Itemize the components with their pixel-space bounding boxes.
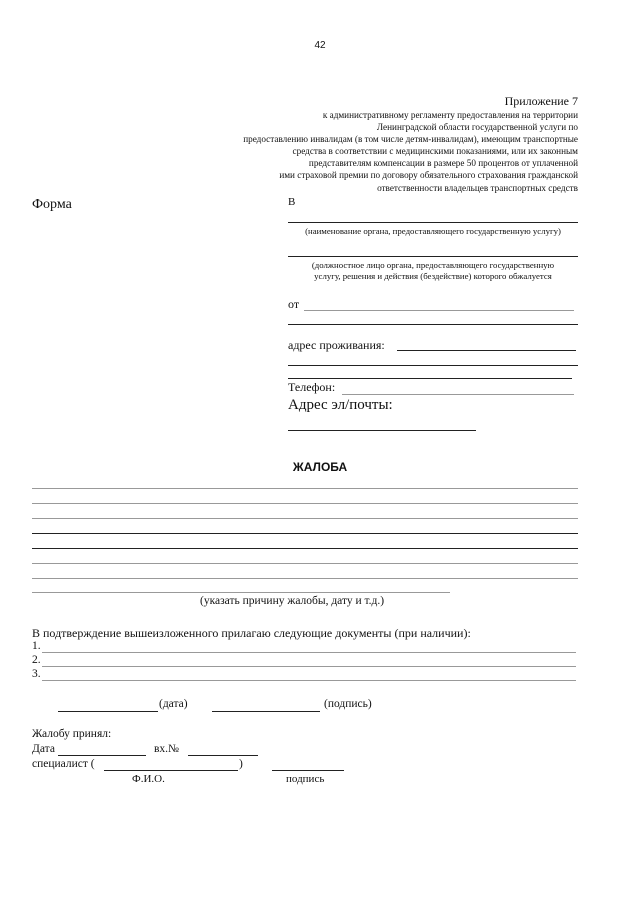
complaint-line[interactable] <box>32 563 578 564</box>
reason-caption: (указать причину жалобы, дату и т.д.) <box>200 595 385 607</box>
complaint-title: ЖАЛОБА <box>292 460 348 474</box>
from-field-2[interactable] <box>288 324 578 325</box>
signature-field[interactable] <box>212 711 320 712</box>
specialist-name-field[interactable] <box>104 770 238 771</box>
phone-label: Телефон: <box>288 380 336 394</box>
address-label: адрес проживания: <box>288 338 385 352</box>
fio-caption: Ф.И.О. <box>132 773 165 785</box>
appendix-line: к административному регламенту предоставления на территории <box>322 110 578 120</box>
appendix-line: ими страховой премии по договору обязательного страхования гражданской <box>279 170 578 181</box>
appendix-line: Ленинградской области государственной услуги по <box>376 122 578 133</box>
confirm-text: В подтверждение вышеизложенного прилагаю следующие документы (при наличии): <box>32 626 471 640</box>
date-caption: (дата) <box>159 698 188 710</box>
incoming-number-label: вх.№ <box>154 743 180 755</box>
doc-number: 2. <box>32 654 41 666</box>
official-line[interactable] <box>288 256 578 257</box>
email-label: Адрес эл/почты: <box>288 397 393 413</box>
address-field-3[interactable] <box>288 378 572 379</box>
form-label: Форма <box>32 197 72 212</box>
doc-number: 1. <box>32 640 41 652</box>
complaint-line[interactable] <box>32 578 578 579</box>
official-caption-2: услугу, решения и действия (бездействие) которого обжалуется <box>314 271 552 281</box>
received-date-field[interactable] <box>58 755 146 756</box>
address-field[interactable] <box>397 350 576 351</box>
received-date-label: Дата <box>32 743 55 755</box>
email-field[interactable] <box>288 430 476 431</box>
appendix-line: ответственности владельцев транспортных средств <box>377 182 578 193</box>
specialist-close-paren: ) <box>239 758 243 770</box>
from-label: от <box>288 297 300 311</box>
received-title: Жалобу принял: <box>32 728 112 740</box>
sign-caption: подпись <box>286 773 325 785</box>
page-number: 42 <box>314 40 326 51</box>
date-field[interactable] <box>58 711 158 712</box>
complaint-line[interactable] <box>32 533 578 534</box>
appendix-text <box>198 109 578 194</box>
org-caption: (наименование органа, предоставляющего государственную услугу) <box>305 226 561 236</box>
complaint-line[interactable] <box>32 488 578 489</box>
doc-field-3[interactable] <box>42 680 576 681</box>
to-label: В <box>288 196 296 208</box>
doc-field-2[interactable] <box>42 666 576 667</box>
appendix-line: предоставлению инвалидам (в том числе детям-инвалидам), имеющим транспортные <box>243 134 578 145</box>
complaint-line[interactable] <box>32 548 578 549</box>
complaint-line[interactable] <box>32 503 578 504</box>
address-field-2[interactable] <box>288 365 578 366</box>
complaint-line[interactable] <box>32 518 578 519</box>
appendix-line: представителям компенсации в размере 50 процентов от уплаченной <box>308 158 578 169</box>
incoming-number-field[interactable] <box>188 755 258 756</box>
complaint-line[interactable] <box>32 592 450 593</box>
phone-field[interactable] <box>342 394 574 395</box>
appendix-title: Приложение 7 <box>504 94 578 108</box>
official-caption-1: (должностное лицо органа, предоставляющего государственную <box>311 260 555 270</box>
appendix-line: средства в соответствии с медицинскими показаниями, или их законным <box>292 146 578 157</box>
specialist-sign-field[interactable] <box>272 770 344 771</box>
specialist-label: специалист ( <box>32 758 95 770</box>
doc-number: 3. <box>32 668 41 680</box>
org-name-line[interactable] <box>288 222 578 223</box>
from-field[interactable] <box>304 310 574 311</box>
signature-caption: (подпись) <box>324 698 372 710</box>
doc-field-1[interactable] <box>42 652 576 653</box>
